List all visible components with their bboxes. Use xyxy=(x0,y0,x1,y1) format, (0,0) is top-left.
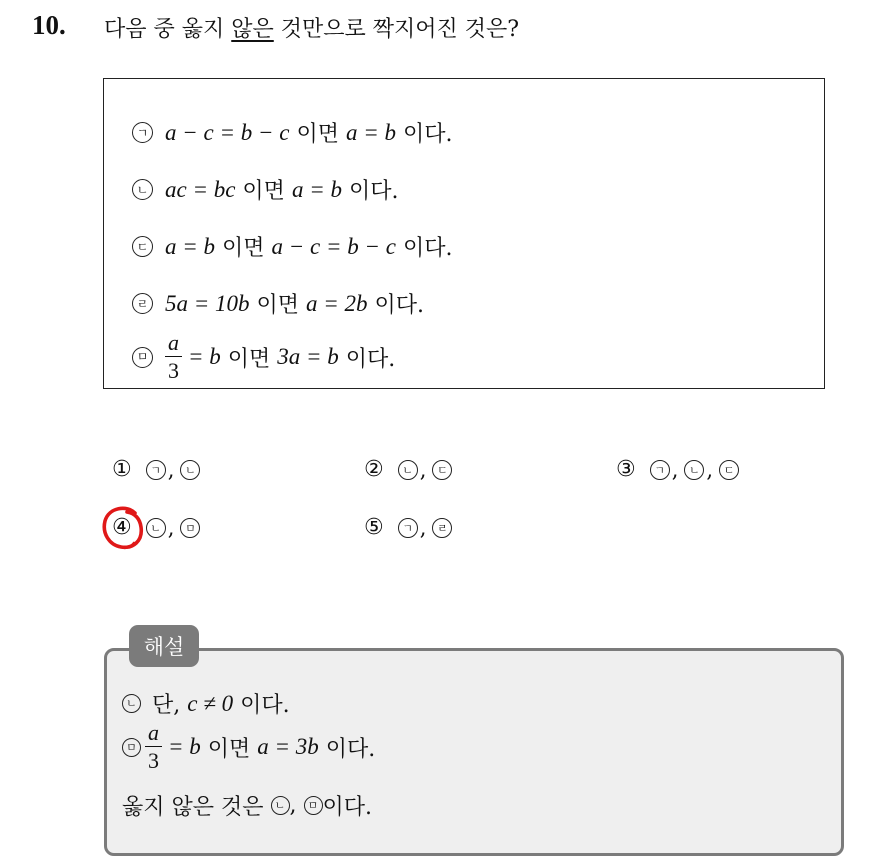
statement-2 xyxy=(132,174,398,205)
fraction-denominator: 3 xyxy=(168,358,179,383)
statement-label-circle: ㄱ xyxy=(132,122,153,143)
statement-math-conclusion: a = 2b xyxy=(306,290,368,316)
fraction-numerator: a xyxy=(168,330,179,355)
question-number: 10. xyxy=(32,10,66,40)
statement-math-premise: = b xyxy=(188,344,221,369)
statement-math-premise: a = b xyxy=(165,233,216,259)
statement-end: 이다. xyxy=(341,179,399,204)
statement-math-conclusion: a − c = b − c xyxy=(271,233,397,259)
solution-end: 이다. xyxy=(318,736,376,762)
statement-end: 이다. xyxy=(367,293,425,318)
statement-math-conclusion: a = b xyxy=(291,176,342,202)
option-2[interactable]: ② ㄴ , ㄷ xyxy=(364,457,452,482)
solution-line-2 xyxy=(122,722,375,772)
question-text-before: 다음 중 옳지 xyxy=(104,17,232,42)
option-label-circle: ㄱ xyxy=(146,460,166,480)
answer-mark-circle xyxy=(101,503,147,553)
statement-label-circle: ㅁ xyxy=(132,347,153,368)
fraction-denominator: 3 xyxy=(148,748,159,773)
statement-math-conclusion: 3a = b xyxy=(277,344,339,369)
option-label-circle: ㄴ xyxy=(684,460,704,480)
solution-label-circle: ㅁ xyxy=(304,796,323,815)
statement-connector: 이면 xyxy=(235,179,292,204)
solution-tag: 해설 xyxy=(129,625,199,667)
statement-label-circle: ㄴ xyxy=(132,179,153,200)
solution-separator: , xyxy=(289,793,304,818)
option-label-circle: ㄴ xyxy=(398,460,418,480)
statement-5 xyxy=(132,332,395,382)
solution-label-circle: ㅁ xyxy=(122,738,141,757)
option-3[interactable]: ③ ㄱ , ㄴ , ㄷ xyxy=(616,457,739,482)
statement-connector: 이면 xyxy=(249,293,307,318)
option-label-circle: ㄷ xyxy=(432,460,452,480)
statement-math-premise: 5a = 10b xyxy=(165,290,250,316)
statement-connector: 이면 xyxy=(220,346,278,372)
option-5[interactable]: ⑤ ㄱ , ㄹ xyxy=(364,515,452,540)
solution-label-circle: ㄴ xyxy=(271,796,290,815)
option-number: ⑤ xyxy=(364,515,384,540)
solution-line-1 xyxy=(122,688,290,719)
solution-text: 단, xyxy=(145,693,188,718)
solution-text-end: 이다. xyxy=(233,693,290,718)
statement-connector: 이면 xyxy=(215,236,272,261)
option-4[interactable]: ④ ㄴ , ㅁ xyxy=(112,515,200,540)
statement-1 xyxy=(132,117,453,148)
solution-line-3 xyxy=(122,790,372,821)
option-number: ② xyxy=(364,457,384,482)
solution-text: 옳지 않은 것은 xyxy=(122,795,271,820)
option-number: ④ xyxy=(112,515,132,540)
option-label-circle: ㄷ xyxy=(719,460,739,480)
statement-label-circle: ㄷ xyxy=(132,236,153,257)
statement-3 xyxy=(132,231,453,262)
statement-4 xyxy=(132,288,424,319)
statement-connector: 이면 xyxy=(289,122,346,147)
solution-fraction xyxy=(145,722,162,772)
question-text-after: 것만으로 짝지어진 것은? xyxy=(273,17,520,42)
solution-text-end: 이다. xyxy=(322,795,372,820)
option-label-circle: ㄴ xyxy=(146,518,166,538)
statement-fraction xyxy=(165,332,182,382)
option-number: ③ xyxy=(616,457,636,482)
option-label-circle: ㄹ xyxy=(432,518,452,538)
option-label-circle: ㄱ xyxy=(650,460,670,480)
solution-math: c ≠ 0 xyxy=(187,690,234,716)
question-underlined-word: 않은 xyxy=(231,17,274,42)
solution-label-circle: ㄴ xyxy=(122,694,141,713)
fraction-numerator: a xyxy=(148,720,159,745)
statement-label-circle: ㄹ xyxy=(132,293,153,314)
option-label-circle: ㄴ xyxy=(180,460,200,480)
option-1[interactable]: ① ㄱ , ㄴ xyxy=(112,457,200,482)
statement-end: 이다. xyxy=(396,236,453,261)
statement-end: 이다. xyxy=(338,346,396,372)
solution-math-conclusion: a = 3b xyxy=(257,734,319,759)
statement-end: 이다. xyxy=(396,122,453,147)
option-number: ① xyxy=(112,457,132,482)
statement-math-conclusion: a = b xyxy=(345,119,397,145)
option-label-circle: ㅁ xyxy=(180,518,200,538)
solution-connector: 이면 xyxy=(200,736,258,762)
question-text xyxy=(104,12,519,43)
statement-math-premise: a − c = b − c xyxy=(165,119,290,145)
statement-math-premise: ac = bc xyxy=(165,176,236,202)
solution-math-premise: = b xyxy=(168,734,201,759)
option-label-circle: ㄱ xyxy=(398,518,418,538)
